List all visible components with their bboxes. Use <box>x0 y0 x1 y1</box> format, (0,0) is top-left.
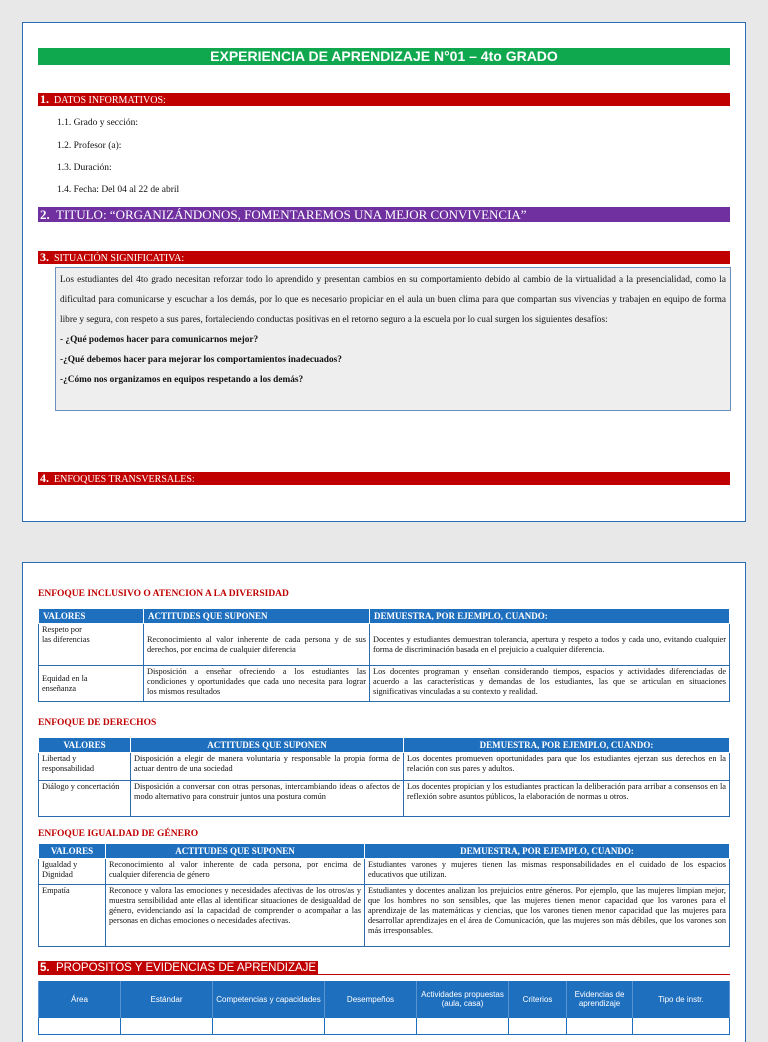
demuestra-cell: Docentes y estudiantes demuestran tolerancia, apertura y respeto a todos y cada uno, evitando cualquier forma de discriminación basada en el prejuicio a cualquier diferencia. <box>370 624 730 666</box>
demuestra-header: DEMUESTRA, POR EJEMPLO, CUANDO: <box>370 609 730 624</box>
document-page-1 <box>22 22 746 522</box>
table-header-row <box>39 844 730 859</box>
actitudes-header: ACTITUDES QUE SUPONEN <box>144 609 370 624</box>
section-label: TITULO: “ORGANIZÁNDONOS, FOMENTAREMOS UNA MEJOR CONVIVENCIA” <box>56 207 527 222</box>
table-row <box>39 666 730 702</box>
demuestra-cell: Estudiantes varones y mujeres tienen las mismas responsabilidades en el cuidado de los espacios educativos que utilizan. <box>365 859 730 885</box>
competencias-header: Competencias y capacidades <box>213 981 325 1018</box>
table-row <box>39 624 730 666</box>
section-number: 5. <box>40 962 50 974</box>
section-1-heading <box>38 93 730 106</box>
situacion-significativa-box <box>55 267 731 411</box>
question-2: -¿Qué debemos hacer para mejorar los comportamientos inadecuados? <box>60 355 342 365</box>
table-header-row <box>39 609 730 624</box>
demuestra-header: DEMUESTRA, POR EJEMPLO, CUANDO: <box>404 738 730 753</box>
demuestra-cell: Los docentes propician y los estudiantes practican la deliberación para arribar a consensos en la reflexión sobre asuntos públicos, la elaboración de normas u otros. <box>404 781 730 817</box>
valores-header: VALORES <box>39 738 131 753</box>
table-row <box>39 781 730 817</box>
section-number: 2. <box>40 207 50 222</box>
actitud-cell: Reconocimiento al valor inherente de cada persona y de sus derechos, por encima de cualquier diferencia <box>144 624 370 666</box>
valor-cell: Diálogo y concertación <box>39 781 131 817</box>
document-page-2 <box>22 562 746 1042</box>
section-number: 3. <box>40 250 49 264</box>
question-1: - ¿Qué podemos hacer para comunicarnos mejor? <box>60 335 259 345</box>
table-header-row <box>39 738 730 753</box>
grado-seccion-item: 1.1. Grado y sección: <box>57 118 138 128</box>
section-label: SITUACIÓN SIGNIFICATIVA: <box>54 253 185 264</box>
table-row <box>39 1018 730 1035</box>
actitud-cell: Disposición a elegir de manera voluntaria y responsable la propia forma de actuar dentro de una sociedad <box>131 753 404 781</box>
estandar-header: Estándar <box>121 981 213 1018</box>
valores-header: VALORES <box>39 844 106 859</box>
valor-cell: Equidad en la enseñanza <box>39 666 144 702</box>
table-row <box>39 885 730 947</box>
profesor-item: 1.2. Profesor (a): <box>57 141 122 151</box>
propositos-table <box>38 981 730 1035</box>
table-header-row <box>39 981 730 1018</box>
enfoque-derechos-title: ENFOQUE DE DERECHOS <box>38 718 157 728</box>
section-number: 4. <box>40 471 49 485</box>
valor-cell: Igualdad y Dignidad <box>39 859 106 885</box>
section-5-heading <box>38 961 318 975</box>
actitud-cell: Disposición a conversar con otras personas, intercambiando ideas o afectos de modo alternativo para construir juntos una postura común <box>131 781 404 817</box>
duracion-item: 1.3. Duración: <box>57 163 112 173</box>
section-label: PROPOSITOS Y EVIDENCIAS DE APRENDIZAJE <box>55 962 317 974</box>
demuestra-cell: Estudiantes y docentes analizan los prejuicios entre géneros. Por ejemplo, que las mujeres limpian mejor, que los hombres no son sensibles, que las mujeres tienen menor capacidad que los varones para el aprendizaje de las matemáticas y ciencias, que los varones tienen menor capacidad que las mujeres para desarrollar aprendizajes en el área de Comunicación, que las mujeres son más débiles, que los varones son más irresponsables. <box>365 885 730 947</box>
enfoque-genero-table <box>38 843 730 947</box>
demuestra-header: DEMUESTRA, POR EJEMPLO, CUANDO: <box>365 844 730 859</box>
table-row <box>39 753 730 781</box>
section-4-heading <box>38 472 730 485</box>
evidencias-header: Evidencias de aprendizaje <box>567 981 633 1018</box>
main-title: EXPERIENCIA DE APRENDIZAJE N°01 – 4to GRADO <box>38 48 730 65</box>
valores-header: VALORES <box>39 609 144 624</box>
actitud-cell: Reconoce y valora las emociones y necesidades afectivas de los otros/as y muestra sensibilidad ante ellas al identificar situaciones de desigualdad de género, evidenciando así la capacidad de comprender o acompañar a las personas en dichas emociones o necesidades afectivas. <box>106 885 365 947</box>
enfoque-genero-title: ENFOQUE IGUALDAD DE GÉNERO <box>38 829 199 839</box>
section-2-heading <box>38 207 730 222</box>
actitud-cell: Disposición a enseñar ofreciendo a los estudiantes las condiciones y oportunidades que cada uno necesita para lograr los mismos resultados <box>144 666 370 702</box>
actividades-header: Actividades propuestas (aula, casa) <box>417 981 509 1018</box>
section-3-heading <box>38 251 730 264</box>
enfoque-inclusivo-table <box>38 608 730 702</box>
section-label: DATOS INFORMATIVOS: <box>54 95 166 106</box>
situacion-text: Los estudiantes del 4to grado necesitan reforzar todo lo aprendido y presentan cambios en su comportamiento debido al cambio de la virtualidad a la presencialidad, como la dificultad para comunicarse y escuchar a los demás, por lo que es necesario propiciar en el aula un buen clima para que compartan sus vivencias y trabajen en equipo de forma libre y segura, con respeto a sus pares, fortaleciendo conductas positivas en el retorno seguro a la escuela por lo cual surgen los siguientes desafíos: <box>60 275 726 325</box>
valor-cell: Respeto por las diferencias <box>39 624 144 666</box>
demuestra-cell: Los docentes programan y enseñan considerando tiempos, espacios y actividades diferenciadas de acuerdo a las características y demandas de los estudiantes, las que se articulan en situaciones significativas vinculadas a su contexto y realidad. <box>370 666 730 702</box>
criterios-header: Criterios <box>509 981 567 1018</box>
section-label: ENFOQUES TRANSVERSALES: <box>54 474 195 485</box>
valor-cell: Libertad y responsabilidad <box>39 753 131 781</box>
desempenos-header: Desempeños <box>325 981 417 1018</box>
tipo-instrumento-header: Tipo de instr. <box>633 981 730 1018</box>
fecha-item: 1.4. Fecha: Del 04 al 22 de abril <box>57 185 180 195</box>
actitudes-header: ACTITUDES QUE SUPONEN <box>131 738 404 753</box>
table-row <box>39 859 730 885</box>
demuestra-cell: Los docentes promueven oportunidades para que los estudiantes ejerzan sus derechos en la relación con sus pares y adultos. <box>404 753 730 781</box>
section-5-divider <box>38 974 730 975</box>
question-3: -¿Cómo nos organizamos en equipos respetando a los demás? <box>60 375 304 385</box>
enfoque-inclusivo-title: ENFOQUE INCLUSIVO O ATENCION A LA DIVERSIDAD <box>38 589 289 599</box>
area-header: Área <box>39 981 121 1018</box>
actitudes-header: ACTITUDES QUE SUPONEN <box>106 844 365 859</box>
valor-cell: Empatía <box>39 885 106 947</box>
enfoque-derechos-table <box>38 737 730 817</box>
section-number: 1. <box>40 92 49 106</box>
actitud-cell: Reconocimiento al valor inherente de cada persona, por encima de cualquier diferencia de género <box>106 859 365 885</box>
